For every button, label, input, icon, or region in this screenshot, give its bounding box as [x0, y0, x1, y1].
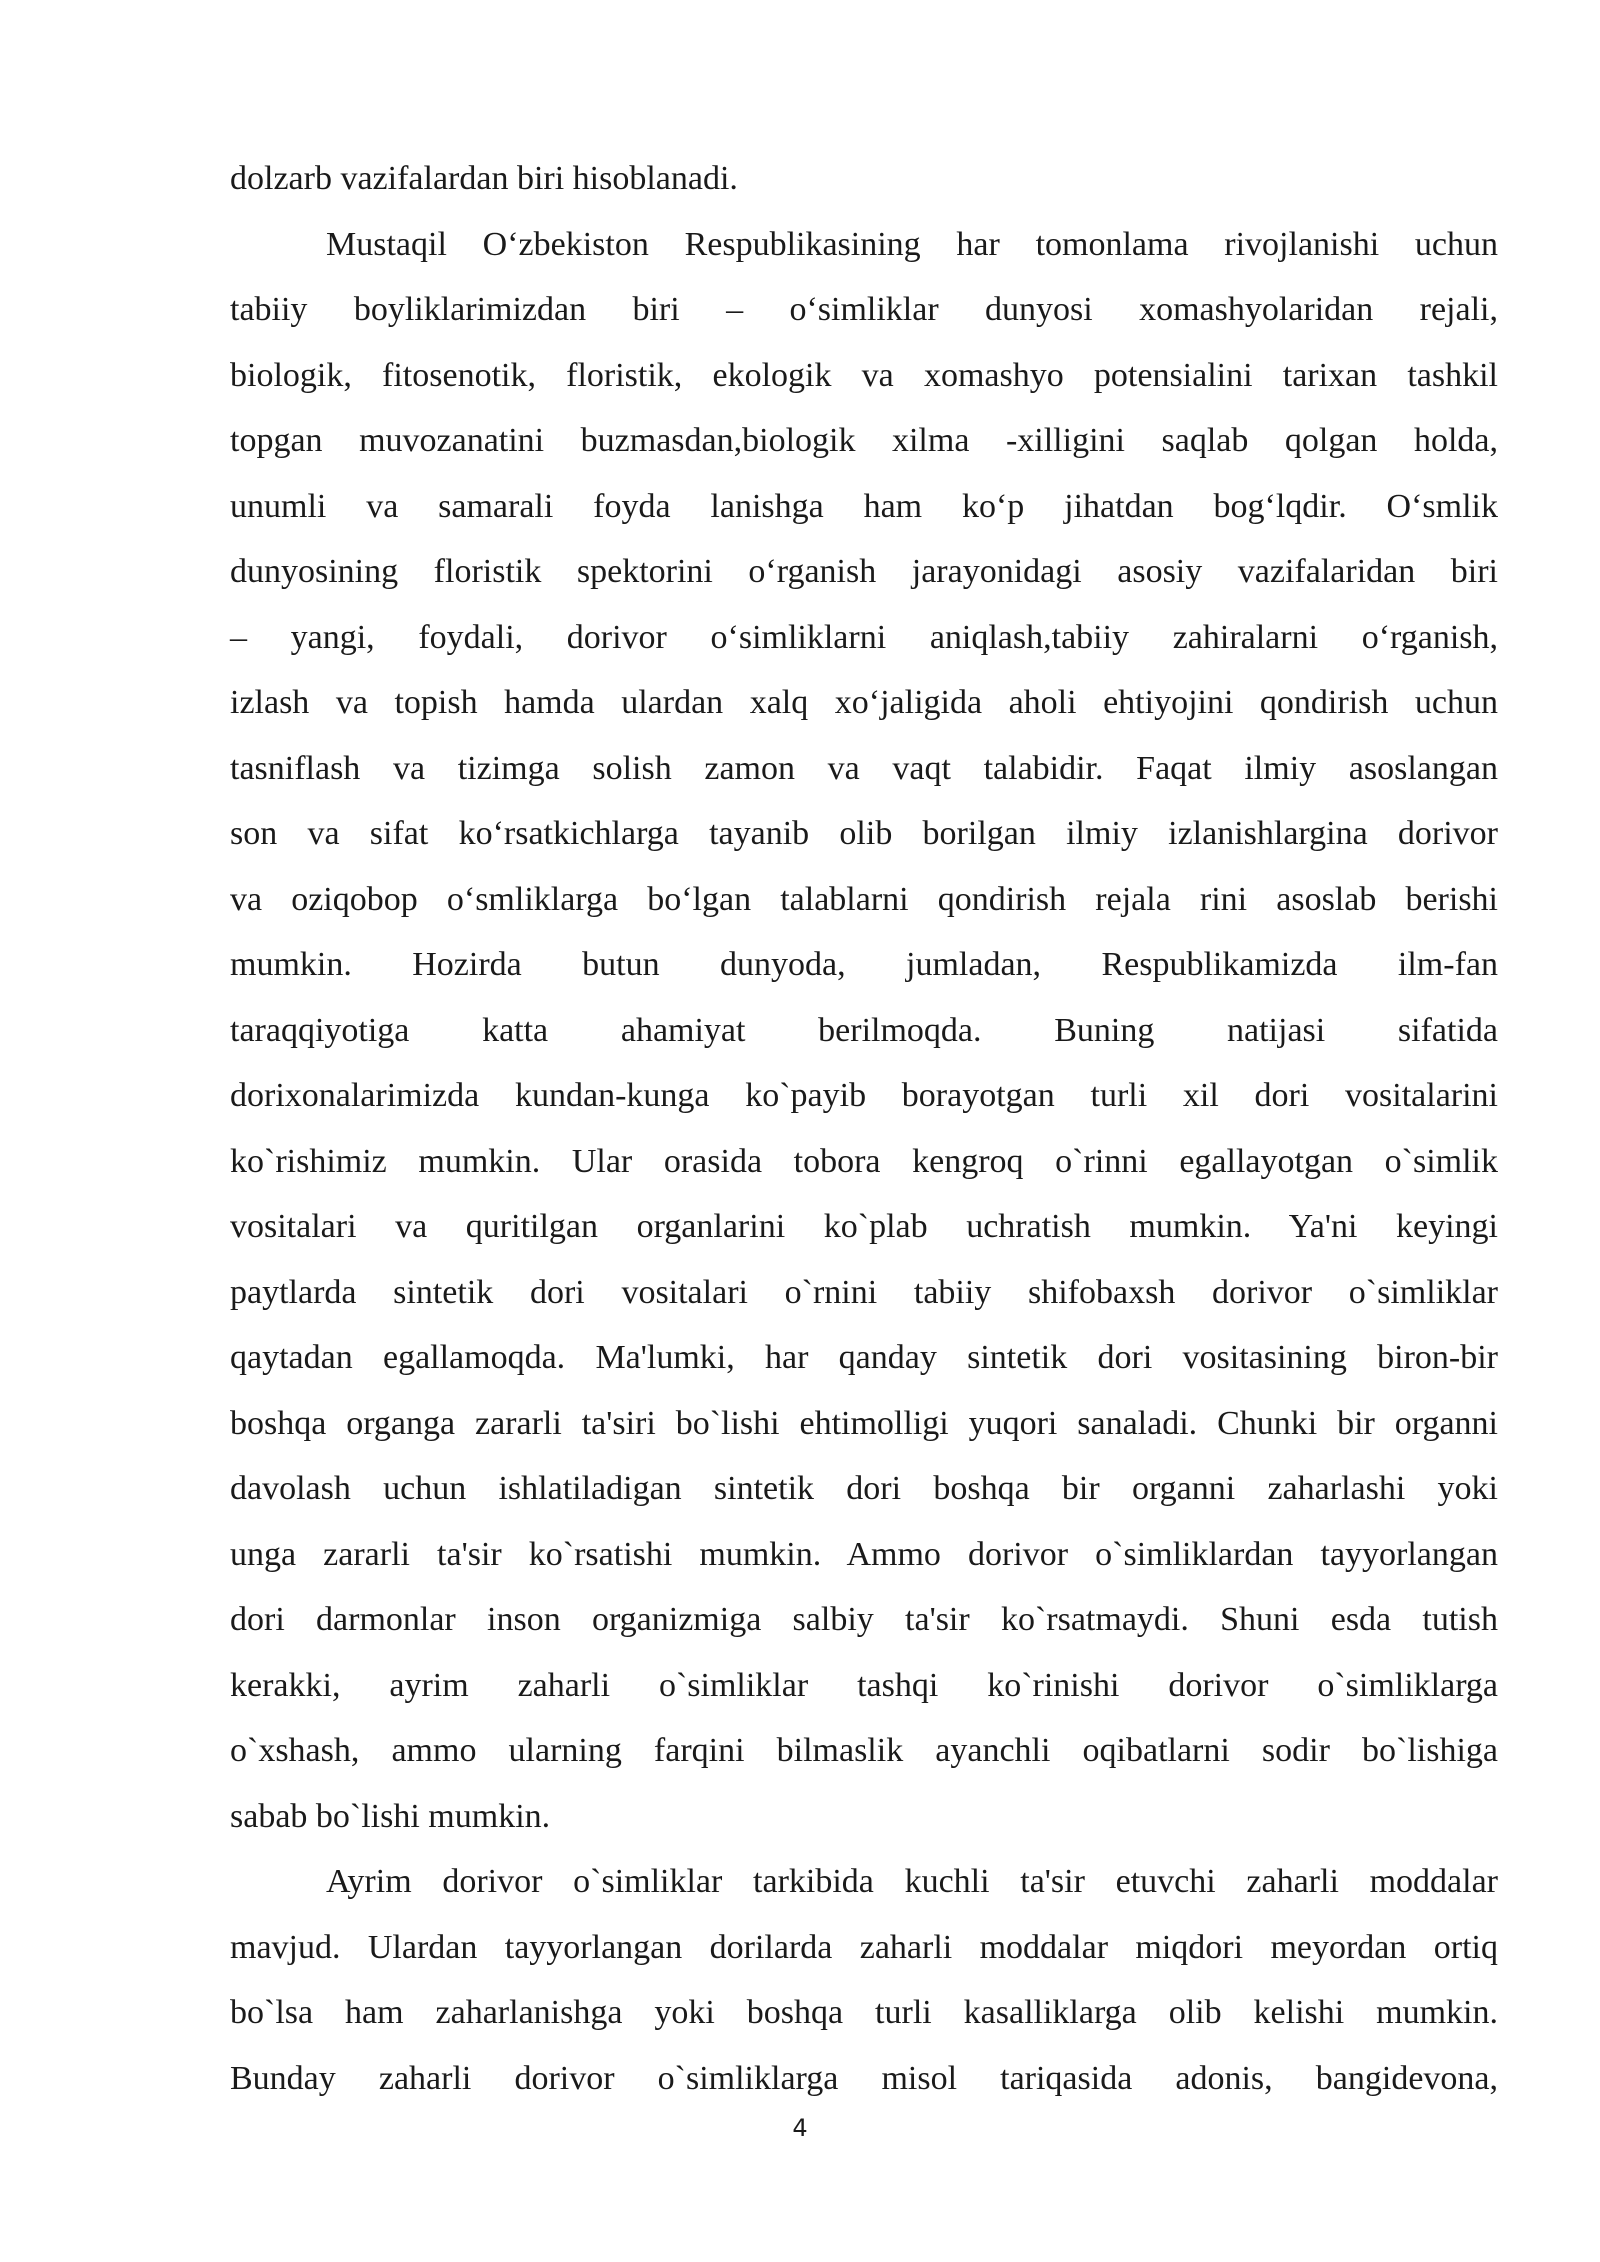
text-line: topgan muvozanatini buzmasdan,biologik xilma -xilligini saqlab qolgan holda, — [230, 422, 1498, 459]
text-line: biologik, fitosenotik, floristik, ekologik va xomashyo potensialini tarixan tashkil — [230, 356, 1498, 394]
text-line: vositalari va quritilgan organlarini ko`plab uchratish mumkin. Ya'ni keyingi — [230, 1208, 1498, 1245]
text-line: paytlarda sintetik dori vositalari o`rnini tabiiy shifobaxsh dorivor o`simliklar — [230, 1273, 1498, 1311]
text-line: o`xshash, ammo ularning farqini bilmaslik ayanchli oqibatlarni sodir bo`lishiga — [230, 1732, 1498, 1769]
paragraph-first-line: Mustaqil O‘zbekiston Respublikasining har tomonlama rivojlanishi uchun — [326, 225, 1498, 263]
document-body — [230, 146, 1498, 2111]
text-line: mavjud. Ulardan tayyorlangan dorilarda zaharli moddalar miqdori meyordan ortiq — [230, 1928, 1498, 1966]
text-line: – yangi, foydali, dorivor o‘simliklarni aniqlash,tabiiy zahiralarni o‘rganish, — [230, 618, 1498, 656]
text-line: unumli va samarali foyda lanishga ham ko‘p jihatdan bog‘lqdir. O‘smlik — [230, 487, 1498, 525]
paragraph-first-line: Ayrim dorivor o`simliklar tarkibida kuchli ta'sir etuvchi zaharli moddalar — [326, 1863, 1498, 1900]
text-line: unga zararli ta'sir ko`rsatishi mumkin. Ammo dorivor o`simliklardan tayyorlangan — [230, 1535, 1498, 1573]
text-line: mumkin. Hozirda butun dunyoda, jumladan, Respublikamizda ilm-fan — [230, 946, 1498, 983]
text-line: taraqqiyotiga katta ahamiyat berilmoqda. Buning natijasi sifatida — [230, 1011, 1498, 1049]
text-line: ko`rishimiz mumkin. Ular orasida tobora kengroq o`rinni egallayotgan o`simlik — [230, 1142, 1498, 1180]
page-number: 4 — [792, 2114, 808, 2142]
text-line: bo`lsa ham zaharlanishga yoki boshqa turli kasalliklarga olib kelishi mumkin. — [230, 1994, 1498, 2031]
text-line: dolzarb vazifalardan biri hisoblanadi. — [230, 160, 738, 197]
text-line: davolash uchun ishlatiladigan sintetik dori boshqa bir organni zaharlashi yoki — [230, 1470, 1498, 1507]
text-line: kerakki, ayrim zaharli o`simliklar tashqi ko`rinishi dorivor o`simliklarga — [230, 1666, 1498, 1704]
text-line: qaytadan egallamoqda. Ma'lumki, har qanday sintetik dori vositasining biron-bir — [230, 1339, 1498, 1376]
text-line: tasniflash va tizimga solish zamon va vaqt talabidir. Faqat ilmiy asoslangan — [230, 749, 1498, 787]
paragraph-last-line: sabab bo`lishi mumkin. — [230, 1797, 551, 1835]
text-line: dori darmonlar inson organizmiga salbiy ta'sir ko`rsatmaydi. Shuni esda tutish — [230, 1601, 1498, 1638]
text-line: Bunday zaharli dorivor o`simliklarga misol tariqasida adonis, bangidevona, — [230, 2059, 1498, 2097]
text-line: son va sifat ko‘rsatkichlarga tayanib olib borilgan ilmiy izlanishlargina dorivor — [230, 815, 1498, 852]
text-line: dorixonalarimizda kundan-kunga ko`payib borayotgan turli xil dori vositalarini — [230, 1077, 1498, 1114]
text-line: tabiiy boyliklarimizdan biri – o‘simliklar dunyosi xomashyolaridan rejali, — [230, 291, 1498, 328]
text-line: dunyosining floristik spektorini o‘rganish jarayonidagi asosiy vazifalaridan biri — [230, 553, 1498, 590]
text-line: izlash va topish hamda ulardan xalq xo‘jaligida aholi ehtiyojini qondirish uchun — [230, 684, 1498, 721]
text-line: va oziqobop o‘smliklarga bo‘lgan talablarni qondirish rejala rini asoslab berishi — [230, 880, 1498, 918]
text-line: boshqa organga zararli ta'siri bo`lishi ehtimolligi yuqori sanaladi. Chunki bir organni — [230, 1404, 1498, 1442]
